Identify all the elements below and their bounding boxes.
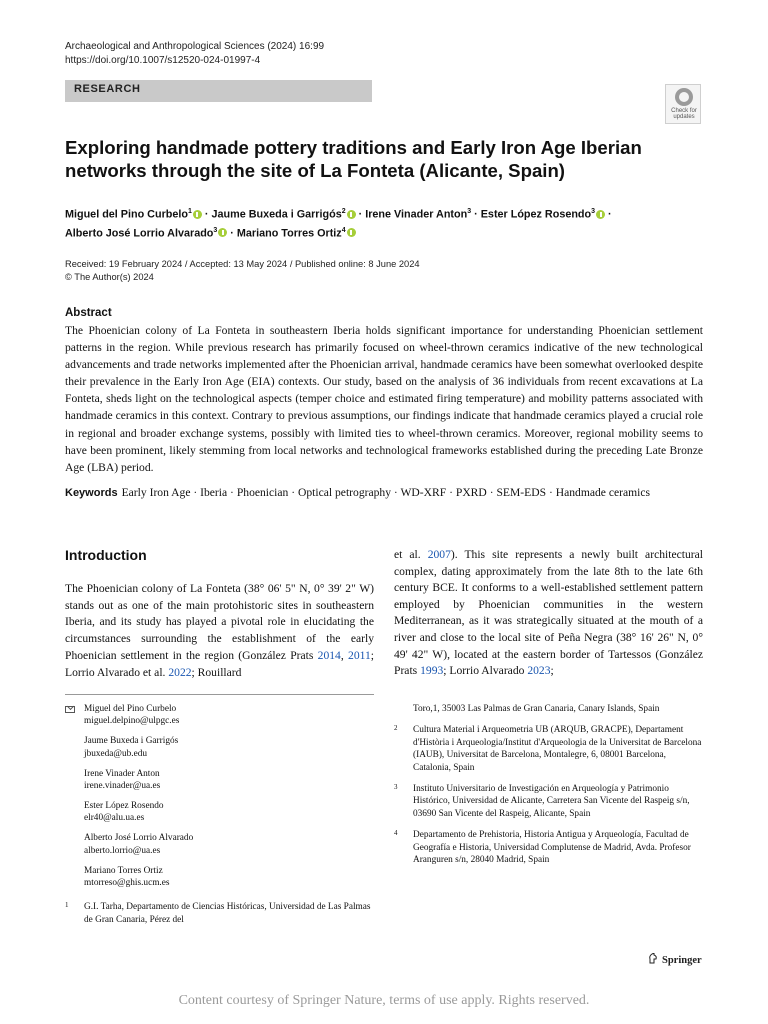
affiliation-entry <box>65 901 374 926</box>
author-affiliation: 1 <box>187 208 192 215</box>
body-text: , <box>340 648 349 662</box>
intro-paragraph-col2 <box>394 547 703 680</box>
publisher-logo <box>648 953 702 966</box>
author-name[interactable]: Irene Vinader Anton <box>365 208 468 221</box>
affiliation-number: 1 <box>65 901 69 910</box>
author-separator: · <box>605 208 612 221</box>
journal-citation: Archaeological and Anthropological Sciences (2024) 16:99 <box>65 41 325 52</box>
contact-email[interactable]: irene.vinader@ua.es <box>84 781 161 792</box>
affiliation-text: G.I. Tarha, Departamento de Ciencias Históricas, Universidad de Las Palmas de Gran Canaria, Pérez del <box>84 902 371 925</box>
contact-name: Alberto José Lorrio Alvarado <box>84 833 194 844</box>
section-banner <box>65 80 372 102</box>
contact-email[interactable]: miguel.delpino@ulpgc.es <box>84 716 180 727</box>
keywords-text: Early Iron Age · Iberia · Phoenician · Optical petrography · WD-XRF · PXRD · SEM-EDS · Handmade ceramics <box>121 486 651 499</box>
check-for-updates-badge[interactable] <box>665 84 701 124</box>
affiliation-entry <box>394 829 703 866</box>
abstract-text: The Phoenician colony of La Fonteta in southeastern Iberia holds significant importance for understanding Phoenician settlement patterns in the region. While previous research has primarily focused on wheel-thrown ceramics indicative of the new technological advancements and trade networks implemented after the Phoenician arrival, handmade ceramics have been somewhat overlooked despite their prevalence in the Early Iron Age (EIA) contexts. Our study, based on the analysis of 36 individuals from recent excavations at La Fonteta, sheds light on the technological aspects (temper choice and estimated firing temperature) and mobility patterns associated with handmade ceramics in this context. Contrary to previous assumptions, our findings indicate that handmade ceramics played a crucial role in regional and broader exchange systems, possibly with limited ties to wheel-thrown ceramics. Moreover, regional mobility seems to have been prominent, likely stemming from local networks and technological frameworks established during the preceding Late Bronze Age (LBA) period. <box>65 324 703 474</box>
contact-name: Jaume Buxeda i Garrigós <box>84 736 179 747</box>
contact-entry <box>65 735 374 760</box>
author-separator: · <box>355 208 366 221</box>
publication-dates <box>65 258 420 284</box>
author-separator: · <box>227 227 237 240</box>
author-name[interactable]: Alberto José Lorrio Alvarado <box>65 227 214 240</box>
body-text: ; Rouillard <box>191 665 242 679</box>
citation-link[interactable]: 2022 <box>168 665 192 679</box>
orcid-icon[interactable] <box>218 228 227 237</box>
introduction-heading: Introduction <box>65 547 147 563</box>
citation-link[interactable]: 2014 <box>317 648 341 662</box>
citation-link[interactable]: 1993 <box>420 664 444 678</box>
affiliation-text: Departamento de Prehistoria, Historia Antigua y Arqueología, Facultad de Geografía e Historia, Universidad Complutense de Madrid, Avda. Profesor Aranguren s/n, 28040 Madrid, Spain <box>413 830 691 866</box>
orcid-icon[interactable] <box>193 210 202 219</box>
contact-entry <box>65 800 374 825</box>
doi-link[interactable]: https://doi.org/10.1007/s12520-024-01997-4 <box>65 55 261 66</box>
envelope-icon <box>65 706 75 713</box>
affiliation-entry <box>394 703 703 715</box>
copyright: © The Author(s) 2024 <box>65 272 154 282</box>
orcid-icon[interactable] <box>347 228 356 237</box>
author-name[interactable]: Miguel del Pino Curbelo <box>65 208 188 221</box>
publisher-name: Springer <box>662 955 702 966</box>
citation-link[interactable]: 2023 <box>527 664 551 678</box>
body-text: The Phoenician colony of La Fonteta (38° 06' 5" N, 0° 39' 2" W) stands out as one of the main protohistoric sites in southeastern Iberia, and its study has played a pivotal role in elucidating the circumstances surrounding the establishment of the early Phoenician settlement in the region (González Prats <box>65 582 374 662</box>
author-affiliation: 3 <box>467 208 472 215</box>
contact-name: Mariano Torres Ortiz <box>84 865 163 876</box>
contact-entry <box>65 832 374 857</box>
affiliation-footnotes <box>394 703 703 874</box>
section-label: RESEARCH <box>74 83 141 95</box>
affiliation-number: 3 <box>394 783 398 792</box>
affiliation-number: 2 <box>394 724 398 733</box>
affiliation-text: Cultura Material i Arqueometria UB (ARQUB, GRACPE), Departament d'Història i Arqueologia/Institut d'Arqueologia de la Universitat de Barcelona (IAUB), Universitat de Barcelona, Montalegre, 6, 08001 Barcelona, Catalonia, Spain <box>413 725 702 773</box>
citation-link[interactable]: 2011 <box>348 648 371 662</box>
contact-email[interactable]: alberto.lorrio@ua.es <box>84 845 161 856</box>
springer-horse-icon <box>648 953 658 964</box>
contact-name: Irene Vinader Anton <box>84 768 160 779</box>
orcid-icon[interactable] <box>347 210 356 219</box>
contact-email[interactable]: jbuxeda@ub.edu <box>84 748 148 759</box>
keywords-label: Keywords <box>65 487 118 499</box>
article-title: Exploring handmade pottery traditions and Early Iron Age Iberian networks through the site of La Fonteta (Alicante, Spain) <box>65 137 642 181</box>
body-text: ; <box>550 664 554 678</box>
body-text: ; Lorrio Alvarado et al. <box>65 648 375 679</box>
contact-name: Miguel del Pino Curbelo <box>84 704 177 714</box>
orcid-icon[interactable] <box>596 210 605 219</box>
abstract-heading: Abstract <box>65 307 112 319</box>
affiliation-entry <box>394 724 703 774</box>
author-affiliation: 3 <box>213 226 218 234</box>
author-name[interactable]: Ester López Rosendo <box>480 208 592 221</box>
body-text: ). This site represents a newly built architectural complex, dating approximately from the late 8th to the late 6th century BCE. It conforms to a well-established settlement pattern employed by Phoenician communities in the western Mediterranean, as it was strategically situated at the mouth of a river and close to the local site of Peña Negra (38° 16' 26" N, 0° 49' 42" W), located at the eastern border of Tartessos (González Prats <box>394 548 703 678</box>
affiliation-text: Toro,1, 35003 Las Palmas de Gran Canaria, Canary Islands, Spain <box>413 704 660 714</box>
check-line1: Check for <box>671 108 697 114</box>
citation-link[interactable]: 2007 <box>427 548 451 561</box>
contact-entry <box>65 703 374 728</box>
author-separator: · <box>201 208 212 221</box>
author-affiliation: 2 <box>341 208 346 215</box>
contact-entry <box>65 768 374 793</box>
author-affiliation: 4 <box>341 226 346 234</box>
author-separator: · <box>471 208 481 221</box>
check-line2: updates <box>673 114 695 120</box>
intro-paragraph-col1 <box>65 581 374 681</box>
contact-email[interactable]: mtorreso@ghis.ucm.es <box>84 877 170 888</box>
affiliation-entry <box>394 783 703 820</box>
footnote-divider <box>65 694 374 695</box>
body-text: et al. <box>394 548 428 561</box>
contact-name: Ester López Rosendo <box>84 800 164 811</box>
author-list <box>65 204 685 241</box>
author-name[interactable]: Mariano Torres Ortiz <box>236 227 342 240</box>
courtesy-notice: Content courtesy of Springer Nature, terms of use apply. Rights reserved. <box>178 993 590 1008</box>
history-dates: Received: 19 February 2024 / Accepted: 13 May 2024 / Published online: 8 June 2024 <box>65 259 420 269</box>
contact-footnotes <box>65 703 374 934</box>
body-text: ; Lorrio Alvarado <box>443 664 528 678</box>
author-name[interactable]: Jaume Buxeda i Garrigós <box>211 208 342 221</box>
keywords <box>65 484 685 502</box>
update-icon <box>675 88 693 106</box>
contact-entry <box>65 865 374 890</box>
journal-header <box>65 40 324 68</box>
affiliation-text: Instituto Universitario de Investigación en Arqueología y Patrimonio Histórico, Universidad de Alicante, Carretera San Vicente del Raspeig s/n, 03690 San Vicente del Raspeig, Alicante, Spain <box>413 784 690 819</box>
author-affiliation: 3 <box>591 208 596 215</box>
affiliation-number: 4 <box>394 829 398 838</box>
contact-email[interactable]: elr40@alu.ua.es <box>84 813 145 824</box>
